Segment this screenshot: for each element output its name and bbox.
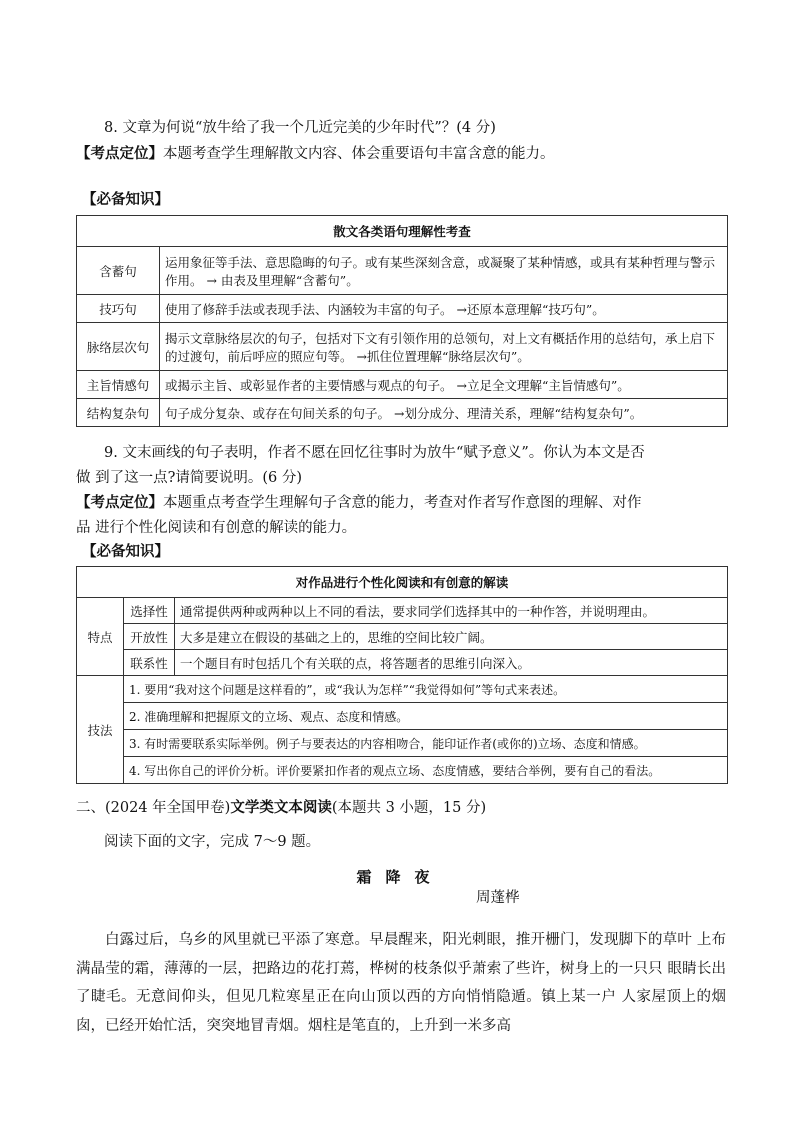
q9-jifa-item: 2. 准确理解和把握原文的立场、观点、态度和情感。 xyxy=(124,703,728,730)
q8-table xyxy=(76,215,728,427)
article-author: 周蓬桦 xyxy=(476,890,520,906)
q9-question-line2: 做 到了这一点?请简要说明。(6 分) xyxy=(76,470,303,486)
q8-table-caption: 散文各类语句理解性考查 xyxy=(77,216,728,247)
q8-row-desc: 运用象征等手法、意思隐晦的句子。或有某些深刻含意，或凝聚了某种情感，或具有某种哲理与警示作用。 → 由表及里理解“含蓄句”。 xyxy=(160,247,728,295)
q8-row-type: 脉络层次句 xyxy=(77,323,160,371)
q9-jifa-label: 技法 xyxy=(77,676,124,784)
article-title: 霜降夜 xyxy=(356,868,444,886)
q9-bibei-label: 【必备知识】 xyxy=(82,544,169,560)
q9-jifa-item: 4. 写出你自己的评价分析。评价要紧扣作者的观点立场、态度情感，要结合举例，要有自己的看法。 xyxy=(124,757,728,784)
q8-kaodian xyxy=(76,146,555,163)
q8-row-desc: 句子成分复杂、或存在句间关系的句子。 →划分成分、理清关系，理解“结构复杂句”。 xyxy=(160,399,728,427)
q8-row-type: 技巧句 xyxy=(77,295,160,323)
q9-table-caption: 对作品进行个性化阅读和有创意的解读 xyxy=(77,567,728,598)
q9-tedian-name: 选择性 xyxy=(124,598,175,624)
q8-row-type: 含蓄句 xyxy=(77,247,160,295)
section2-suffix: (本题共 3 小题，15 分) xyxy=(331,800,487,816)
q8-row-desc: 或揭示主旨、或彰显作者的主要情感与观点的句子。 →立足全文理解“主旨情感句”。 xyxy=(160,371,728,399)
q9-tedian-name: 联系性 xyxy=(124,650,175,676)
section2-instruction: 阅读下面的文字，完成 7～9 题。 xyxy=(104,834,321,850)
q8-row-desc: 揭示文章脉络层次的句子，包括对下文有引领作用的总领句，对上文有概括作用的总结句，承上启下的过渡句，前后呼应的照应句等。 →抓住位置理解“脉络层次句”。 xyxy=(160,323,728,371)
q9-kaodian-line1: 本题重点考查学生理解句子含意的能力，考查对作者写作意图的理解、对作 xyxy=(163,495,642,511)
q9-tedian-desc: 通常提供两种或两种以上不同的看法，要求同学们选择其中的一种作答，并说明理由。 xyxy=(175,598,728,624)
q9-kaodian xyxy=(76,495,642,512)
section2-prefix: 二、(2024 年全国甲卷) xyxy=(76,800,231,816)
q8-row-type: 主旨情感句 xyxy=(77,371,160,399)
section2-bold: 文学类文本阅读 xyxy=(230,800,332,816)
section2-heading xyxy=(76,800,486,817)
q9-tedian-desc: 一个题目有时包括几个有关联的点，将答题者的思维引向深入。 xyxy=(175,650,728,676)
q9-jifa-item: 3. 有时需要联系实际举例。例子与要表达的内容相吻合，能印证作者(或你的)立场、态度和情感。 xyxy=(124,730,728,757)
q8-row-desc: 使用了修辞手法或表现手法、内涵较为丰富的句子。 →还原本意理解“技巧句”。 xyxy=(160,295,728,323)
article-paragraph: 白露过后，乌乡的风里就已平添了寒意。早晨醒来，阳光刺眼，推开栅门，发现脚下的草叶 上布满晶莹的霜，薄薄的一层，把路边的花打蔫，桦树的枝条似乎萧索了些许，树身上的一只只 眼睛长出了睫毛。无意间仰头，但见几粒寒星正在向山顶以西的方向悄悄隐遁。镇上某一户 人家屋顶上的烟囱，已经开始忙活，突突地冒青烟。烟柱是笔直的，上升到一米多高 xyxy=(76,932,726,1034)
q9-question-line1: 9. 文末画线的句子表明，作者不愿在回忆往事时为放牛“赋予意义”。你认为本文是否 xyxy=(104,445,645,461)
q8-kaodian-text: 本题考查学生理解散文内容、体会重要语句丰富含意的能力。 xyxy=(163,146,555,162)
q9-kaodian-key: 【考点定位】 xyxy=(76,495,163,511)
q9-jifa-item: 1. 要用“我对这个问题是这样看的”，或“我认为怎样”“我觉得如何”等句式来表述。 xyxy=(124,676,728,703)
q8-bibei-label: 【必备知识】 xyxy=(82,192,169,208)
q8-kaodian-key: 【考点定位】 xyxy=(76,146,163,162)
q9-tedian-label: 特点 xyxy=(77,598,124,676)
q9-tedian-name: 开放性 xyxy=(124,624,175,650)
q8-question: 8. 文章为何说“放牛给了我一个几近完美的少年时代”？(4 分) xyxy=(104,120,496,136)
q8-row-type: 结构复杂句 xyxy=(77,399,160,427)
q9-table xyxy=(76,566,728,784)
q9-tedian-desc: 大多是建立在假设的基础之上的，思维的空间比较广阔。 xyxy=(175,624,728,650)
q9-kaodian-line2: 品 进行个性化阅读和有创意的解读的能力。 xyxy=(76,520,357,536)
